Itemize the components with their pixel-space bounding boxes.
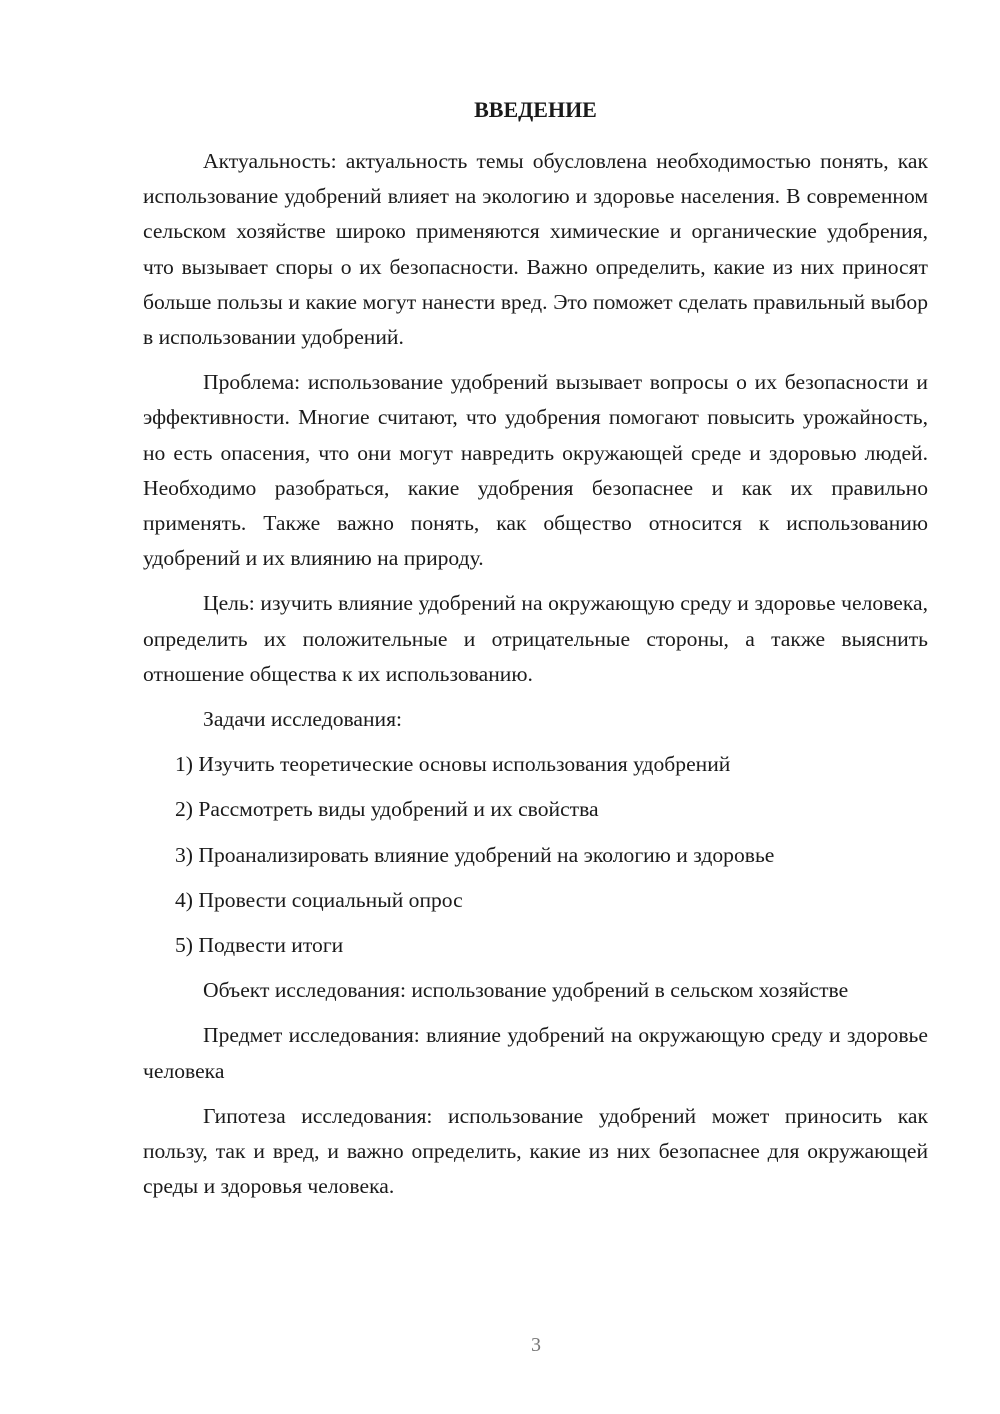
page-number: 3 (531, 1334, 541, 1356)
paragraph-problem: Проблема: использование удобрений вызывает вопросы о их безопасности и эффективности. Многие считают, что удобрения помогают повысить урожайность, но есть опасения, что они могут навредить окружающей среде и здоровью людей. Необходимо разобраться, какие удобрения безопаснее и как их правильно применять. Также важно понять, как общество относится к использованию удобрений и их влиянию на природу. (143, 370, 928, 571)
tasks-list (143, 747, 928, 963)
paragraph-hypothesis: Гипотеза исследования: использование удобрений может приносить как пользу, так и вред, и важно определить, какие из них безопаснее для окружающей среды и здоровья человека. (143, 1103, 928, 1199)
paragraph-subject: Предмет исследования: влияние удобрений на окружающую среду и здоровье человека (143, 1023, 928, 1083)
tasks-heading: Задачи исследования: (203, 707, 403, 732)
paragraph-object: Объект исследования: использование удобрений в сельском хозяйстве (203, 978, 849, 1003)
document-page (143, 90, 928, 1214)
task-item: 5) Подвести итоги (175, 933, 344, 958)
paragraph-relevance: Актуальность: актуальность темы обусловлена необходимостью понять, как использование удобрений влияет на экологию и здоровье населения. В современном сельском хозяйстве широко применяются химические и органические удобрения, что вызывает споры о их безопасности. Важно определить, какие из них приносят больше пользы и какие могут нанести вред. Это поможет сделать правильный выбор в использовании удобрений. (143, 149, 928, 350)
task-item: 1) Изучить теоретические основы использования удобрений (175, 752, 731, 777)
task-item: 4) Провести социальный опрос (175, 887, 463, 912)
paragraph-goal: Цель: изучить влияние удобрений на окружающую среду и здоровье человека, определить их положительные и отрицательные стороны, а также выяснить отношение общества к их использованию. (143, 591, 928, 686)
section-title: ВВЕДЕНИЕ (474, 97, 597, 122)
task-item: 3) Проанализировать влияние удобрений на экологию и здоровье (175, 842, 775, 867)
task-item: 2) Рассмотреть виды удобрений и их свойства (175, 797, 599, 822)
